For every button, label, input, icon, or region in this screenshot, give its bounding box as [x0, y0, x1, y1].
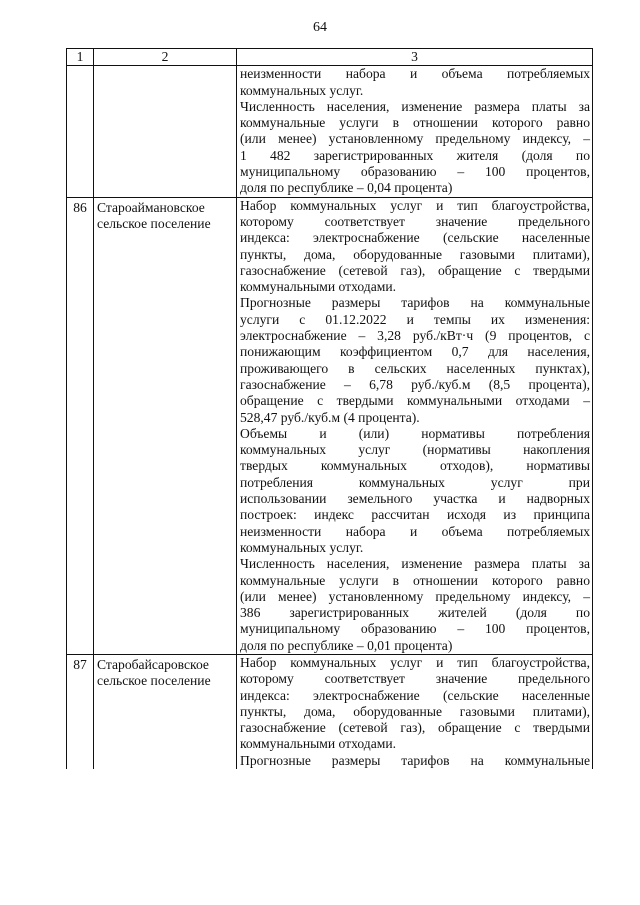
description-line: газоснабжение (сетевой газ), обращение с твердыми: [240, 262, 590, 278]
description-line: газоснабжение (сетевой газ), обращение с твердыми: [240, 720, 590, 736]
table-row: [67, 197, 593, 654]
description-line: (или менее) установленному предельному индексу, –: [240, 131, 590, 147]
description-line: Прогнозные размеры тарифов на коммунальные: [240, 295, 590, 311]
description-line: газоснабжение – 6,78 руб./куб.м (8,5 процента),: [240, 376, 590, 392]
settlement-name-line: Старобайсаровское: [97, 656, 209, 672]
description-line: (или менее) установленному предельному индексу, –: [240, 588, 590, 604]
description-line: услуги с 01.12.2022 и темпы их изменения:: [240, 311, 590, 327]
description-line: коммунальных услуг.: [240, 539, 364, 555]
tariff-description: [237, 654, 593, 769]
description-line: муниципальному образованию – 100 процентов,: [240, 164, 590, 180]
description-line: использовании земельного участка и надворных: [240, 491, 590, 507]
settlement-name-line: Староаймановское: [97, 199, 205, 215]
description-line: электроснабжение – 3,28 руб./кВт·ч (9 процентов, с: [240, 328, 590, 344]
description-line: которому соответствует значение предельного: [240, 671, 590, 687]
description-line: Численность населения, изменение размера платы за: [240, 98, 590, 114]
description-line: понижающим коэффициентом 0,7 для населения,: [240, 344, 590, 360]
settlement-name: [94, 654, 237, 769]
description-line: которому соответствует значение предельного: [240, 213, 590, 229]
tariff-description: [237, 66, 593, 197]
row-number: 87: [67, 654, 94, 769]
description-line: доля по республике – 0,01 процента): [240, 637, 453, 653]
description-line: доля по республике – 0,04 процента): [240, 180, 453, 196]
description-paragraph: [240, 295, 590, 425]
description-line: Набор коммунальных услуг и тип благоустройства,: [240, 654, 590, 670]
description-paragraph: [240, 556, 590, 654]
description-line: неизменности набора и объема потребляемых: [240, 523, 590, 539]
description-line: индекса: электроснабжение (сельские населенные: [240, 230, 590, 246]
description-paragraph: [240, 655, 590, 753]
description-line: коммунальных услуг.: [240, 82, 364, 98]
settlement-name: [94, 197, 237, 654]
description-paragraph: [240, 66, 590, 99]
description-line: Прогнозные размеры тарифов на коммунальные: [240, 752, 590, 768]
description-line: 386 зарегистрированных жителей (доля по: [240, 605, 590, 621]
header-col-1: 1: [67, 49, 94, 66]
settlement-name: [94, 66, 237, 197]
description-line: коммунальных услуг (нормативы накопления: [240, 442, 590, 458]
description-line: пункты, дома, оборудованные газовыми плитами),: [240, 246, 590, 262]
description-line: индекса: электроснабжение (сельские населенные: [240, 687, 590, 703]
description-line: проживающего в сельских населенных пунктах),: [240, 360, 590, 376]
description-line: пункты, дома, оборудованные газовыми плитами),: [240, 703, 590, 719]
row-number: 86: [67, 197, 94, 654]
table-body: [67, 66, 593, 769]
description-line: твердых коммунальных отходов), нормативы: [240, 458, 590, 474]
description-line: неизменности набора и объема потребляемых: [240, 66, 590, 82]
description-line: потребления коммунальных услуг при: [240, 474, 590, 490]
description-paragraph: [240, 198, 590, 296]
tariff-table: [66, 48, 593, 769]
description-line: построек: индекс рассчитан исходя из принципа: [240, 507, 590, 523]
description-line: коммунальные услуги в отношении которого равно: [240, 572, 590, 588]
description-line: муниципальному образованию – 100 процентов,: [240, 621, 590, 637]
row-number: [67, 66, 94, 197]
tariff-description: [237, 197, 593, 654]
description-line: обращение с твердыми коммунальными отходами –: [240, 393, 590, 409]
settlement-name-line: сельское поселение: [97, 673, 211, 689]
description-line: коммунальными отходами.: [240, 279, 397, 295]
page-number: 64: [313, 20, 327, 35]
table-header-row: [67, 49, 593, 66]
description-paragraph: [240, 99, 590, 197]
description-line: Объемы и (или) нормативы потребления: [240, 425, 590, 441]
description-line: 528,47 руб./куб.м (4 процента).: [240, 409, 420, 425]
table-row: [67, 654, 593, 769]
description-line: Набор коммунальных услуг и тип благоустройства,: [240, 197, 590, 213]
description-line: Численность населения, изменение размера платы за: [240, 556, 590, 572]
header-col-2: 2: [94, 49, 237, 66]
description-line: коммунальными отходами.: [240, 736, 397, 752]
description-paragraph: [240, 426, 590, 556]
table-row: [67, 66, 593, 197]
settlement-name-line: сельское поселение: [97, 215, 211, 231]
header-col-3: 3: [237, 49, 593, 66]
description-paragraph: [240, 753, 590, 769]
description-line: коммунальные услуги в отношении которого равно: [240, 115, 590, 131]
description-line: 1 482 зарегистрированных жителя (доля по: [240, 147, 590, 163]
